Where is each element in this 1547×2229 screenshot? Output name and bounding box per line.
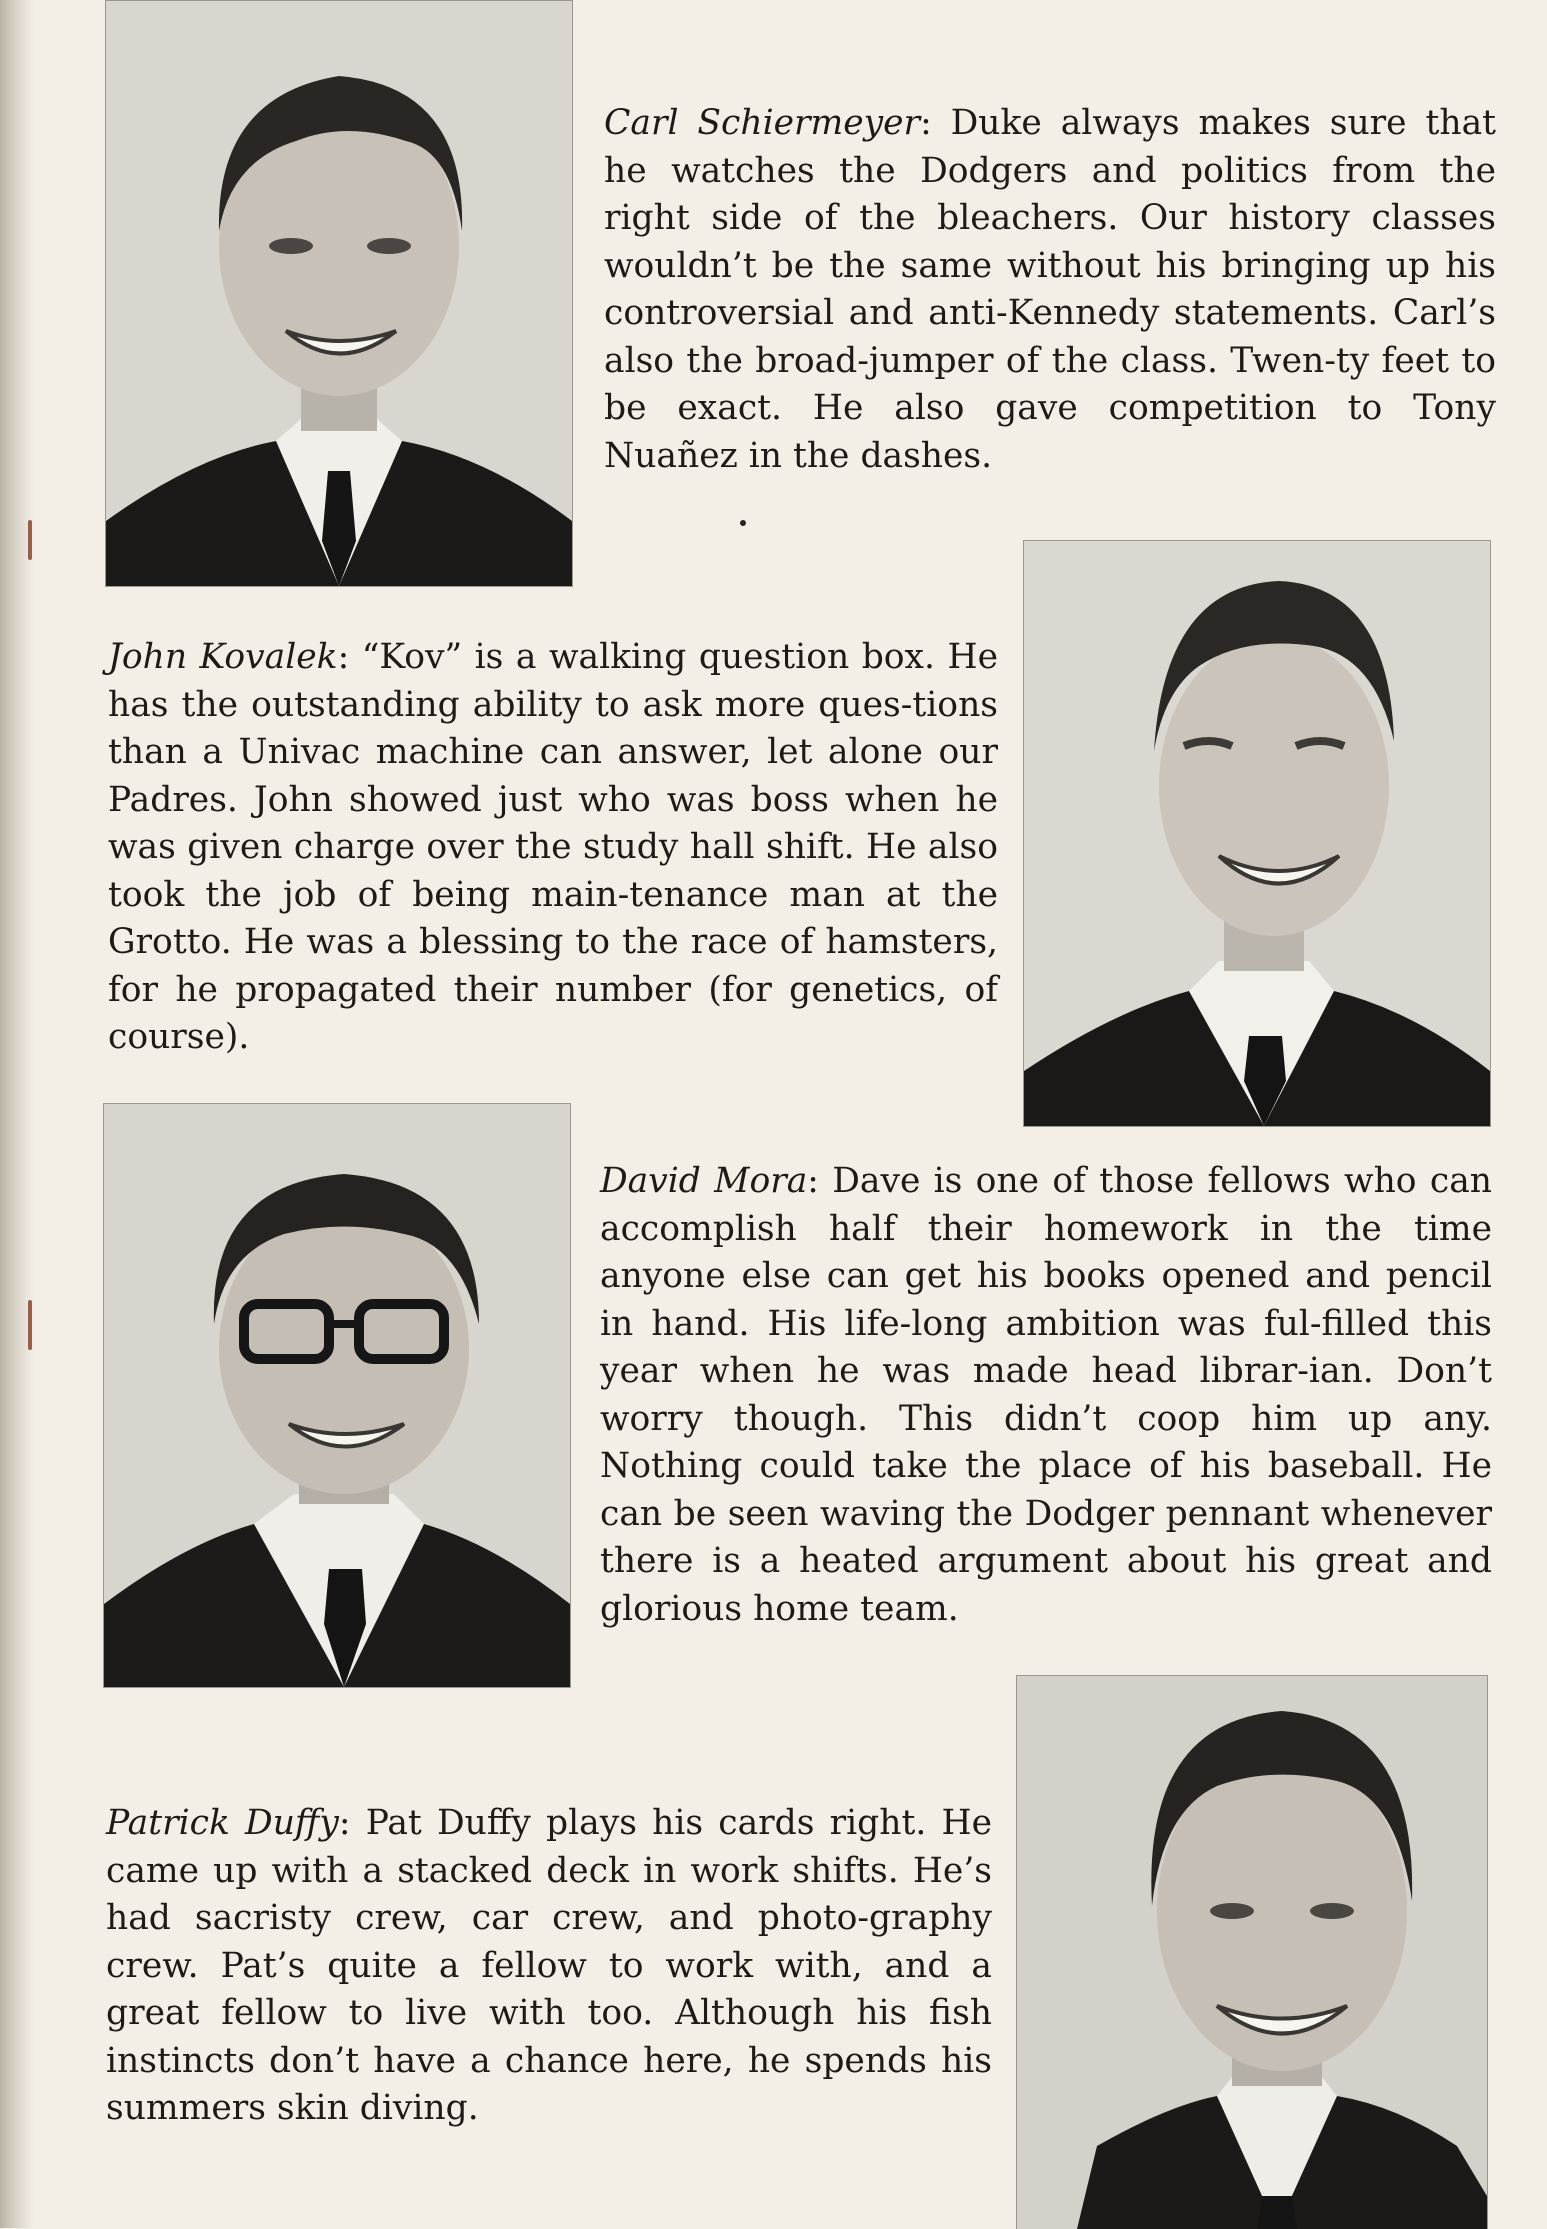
bio-patrick-duffy: Patrick Duffy: Pat Duffy plays his cards right. He came up with a stacked deck in work shifts. He’s had sacristy crew, car crew, and photo-graphy crew. Pat’s quite a fellow to work with, and a great fellow to live with too. Although his fish instincts don’t have a chance here, he spends his summers skin diving. (106, 1803, 992, 2128)
bio-name: Carl Schiermeyer (604, 103, 921, 143)
bio-text: Dave is one of those fellows who can accomplish half their homework in the time anyone else can get his books opened and pencil in hand. His life-long ambition was ful-filled this year when he was made head librar-ian. Don’t worry though. This didn’t coop him up any. Nothing could take the place of his baseball. He can be seen waving the Dodger pennant whenever there is a heated argument about his great and glorious home team. (600, 1161, 1492, 1629)
binding-mark (28, 520, 32, 560)
bio-text: Duke always makes sure that he watches the Dodgers and politics from the right side of the bleachers. Our history classes wouldn’t be the same without his bringing up his controversial and anti-Kennedy statements. Carl’s also the broad-jumper of the class. Twen-ty feet to be exact. He also gave competition to Tony Nuañez in the dashes. (604, 103, 1497, 476)
bio-name: Patrick Duffy (106, 1803, 339, 1843)
bio-name: David Mora (600, 1161, 808, 1201)
bio-david-mora: David Mora: Dave is one of those fellows who can accomplish half their homework in the time anyone else can get his books opened and pencil in hand. His life-long ambition was ful-filled this year when he was made head librar-ian. Don’t worry though. This didn’t coop him up any. Nothing could take the place of his baseball. He can be seen waving the Dodger pennant whenever there is a heated argument about his great and glorious home team. (600, 1161, 1492, 1629)
portrait-photo-patrick-duffy (1016, 1675, 1488, 2229)
portrait-photo-david-mora (103, 1103, 571, 1688)
bio-text: “Kov” is a walking question box. He has the outstanding ability to ask more ques-tions than a Univac machine can answer, let alone our Padres. John showed just who was boss when he was given charge over the study hall shift. He also took the job of being main-tenance man at the Grotto. He was a blessing to the race of hamsters, for he propagated their number (for genetics, of course). (108, 637, 998, 1057)
portrait-photo-carl-schiermeyer (105, 0, 573, 587)
bio-text: Pat Duffy plays his cards right. He came up with a stacked deck in work shifts. He’s had sacristy crew, car crew, and photo-graphy crew. Pat’s quite a fellow to work with, and a great fellow to live with too. Although his fish instincts don’t have a chance here, he spends his summers skin diving. (106, 1803, 992, 2128)
bio-john-kovalek: John Kovalek: “Kov” is a walking question box. He has the outstanding ability to ask more ques-tions than a Univac machine can answer, let alone our Padres. John showed just who was boss when he was given charge over the study hall shift. He also took the job of being main-tenance man at the Grotto. He was a blessing to the race of hamsters, for he propagated their number (for genetics, of course). (108, 637, 998, 1057)
bio-carl-schiermeyer: Carl Schiermeyer: Duke always makes sure that he watches the Dodgers and politics from the right side of the bleachers. Our history classes wouldn’t be the same without his bringing up his controversial and anti-Kennedy statements. Carl’s also the broad-jumper of the class. Twen-ty feet to be exact. He also gave competition to Tony Nuañez in the dashes. (604, 103, 1497, 476)
page-binding-edge (0, 0, 34, 2228)
bio-name: John Kovalek (108, 637, 338, 677)
binding-mark (28, 1300, 32, 1350)
portrait-photo-john-kovalek (1023, 540, 1491, 1127)
print-speck (740, 520, 746, 526)
